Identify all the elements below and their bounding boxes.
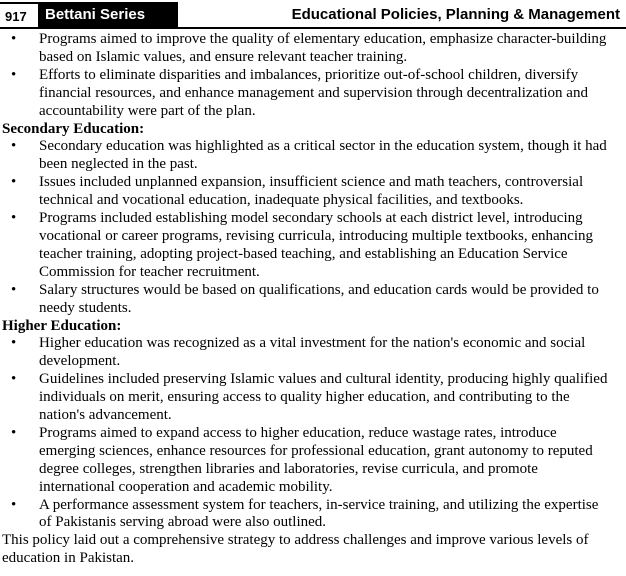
list-item-text: Programs aimed to improve the quality of elementary education, emphasize character-building based on Islamic values, and ensure relevant teacher training. (39, 31, 607, 65)
list-item (2, 174, 610, 210)
list-item-text: Efforts to eliminate disparities and imbalances, prioritize out-of-school children, diversify financial resources, and enhance management and supervision through decentralization and accountability were part of the plan. (39, 66, 588, 119)
list-item-text: Salary structures would be based on qualifications, and education cards would be provided to needy students. (39, 281, 599, 316)
bullet-icon: • (11, 210, 17, 227)
list-item (2, 282, 610, 318)
closing-paragraph: This policy laid out a comprehensive strategy to address challenges and improve various levels of education in Pakistan. (2, 532, 589, 567)
list-item-text: Secondary education was highlighted as a critical sector in the education system, though it had been neglected in the past. (39, 138, 607, 173)
bullet-icon: • (11, 371, 17, 388)
list-item (2, 67, 610, 121)
list-item (2, 335, 610, 371)
bullet-icon: • (11, 31, 17, 47)
list-item (2, 31, 610, 67)
bullet-icon: • (11, 138, 17, 155)
section-heading-secondary-education: Secondary Education: (2, 120, 145, 137)
list-item (2, 138, 610, 174)
list-item (2, 497, 610, 533)
section-heading-higher-education: Higher Education: (2, 317, 122, 334)
page-number: 917 (0, 2, 38, 27)
bullet-icon: • (11, 424, 17, 441)
list-item-text: Programs included establishing model secondary schools at each district level, introducing vocational or career programs, revising curricula, introducing multiple textbooks, enhancing teacher training, adopting project-based teaching, and establishing an Education Service Commission for teacher recruitment. (39, 210, 593, 280)
list-item-text: Programs aimed to expand access to higher education, reduce wastage rates, introduce emerging sciences, enhance resources for professional education, grant autonomy to reputed degree colleges, strengthen libraries and laboratories, revise curricula, and promote international cooperation and academic mobility. (39, 424, 593, 495)
list-item-text: A performance assessment system for teachers, in-service training, and utilizing the expertise of Pakistanis serving abroad were also outlined. (39, 496, 599, 531)
list-item (2, 425, 610, 497)
list-item-text: Guidelines included preserving Islamic values and cultural identity, producing highly qualified individuals on merit, ensuring access to quality higher education, and contributing to the nation's advancement. (39, 371, 608, 424)
bullet-icon: • (11, 496, 17, 513)
list-item (2, 210, 610, 282)
page-header (0, 2, 626, 29)
page-title: Educational Policies, Planning & Management (291, 6, 620, 23)
page-body (0, 29, 626, 568)
list-item-text: Issues included unplanned expansion, insufficient science and math teachers, controversial technical and vocational education, inadequate physical facilities, and textbooks. (39, 174, 584, 209)
series-label: Bettani Series (38, 2, 178, 27)
list-item-text: Higher education was recognized as a vital investment for the nation's economic and social development. (39, 335, 586, 370)
bullet-icon: • (11, 66, 17, 83)
bullet-icon: • (11, 281, 17, 298)
list-item (2, 371, 610, 425)
bullet-icon: • (11, 174, 17, 191)
bullet-icon: • (11, 335, 17, 352)
